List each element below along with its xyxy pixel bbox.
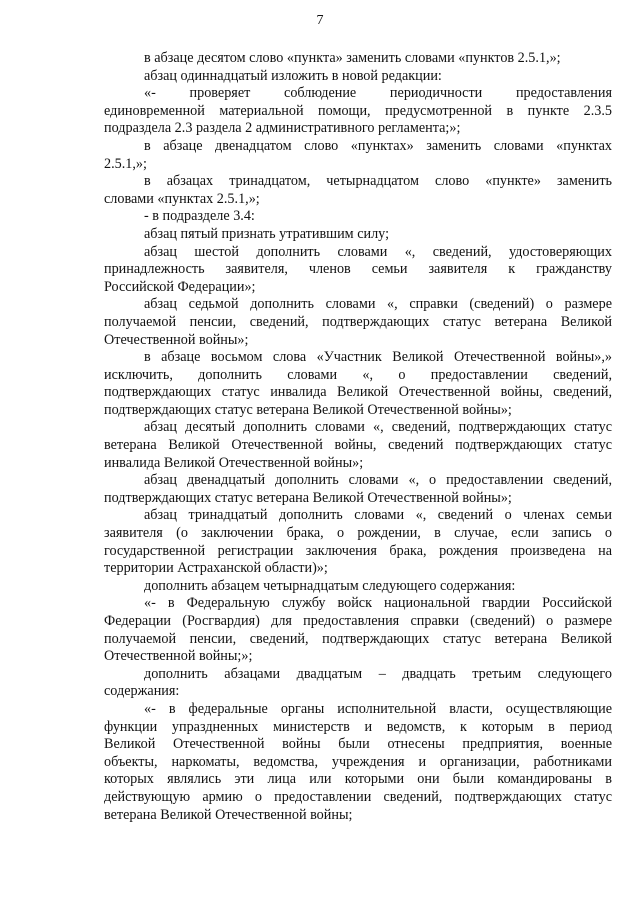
paragraph-line: Отечественной войны»; — [104, 331, 249, 348]
paragraph-line: функции упраздненных министерств и ведомств, к которым в период — [104, 718, 612, 735]
paragraph — [104, 472, 612, 507]
paragraph — [104, 138, 612, 173]
paragraph-line: ветерана Великой Отечественной войны, сведений подтверждающих статус — [104, 437, 612, 454]
page-number: 7 — [316, 13, 324, 28]
paragraph-line: дополнить абзацами двадцатым – двадцать третьим следующего — [144, 665, 612, 682]
paragraph — [104, 419, 612, 472]
paragraph-line: в абзаце восьмом слова «Участник Великой Отечественной войны»,» — [144, 349, 612, 366]
paragraph — [104, 666, 612, 701]
paragraph-line: словами «пунктах 2.5.1,»; — [104, 190, 260, 207]
paragraph-line: территории Астраханской области)»; — [104, 560, 328, 577]
paragraph-line: государственной регистрации заключения брака, рождения произведена на — [104, 542, 612, 559]
paragraph-line: принадлежность заявителя, членов семьи заявителя к гражданству — [104, 261, 612, 278]
paragraph — [104, 244, 612, 297]
paragraph — [104, 173, 612, 208]
paragraph-line: получаемой пенсии, сведений, подтверждающих статус ветерана Великой — [104, 313, 612, 330]
paragraph-line: Великой Отечественной войны были отнесены предприятия, военные — [104, 736, 612, 753]
paragraph — [104, 701, 612, 824]
paragraph-line: подтверждающих статус инвалида Великой Отечественной войны, сведений, — [104, 384, 612, 401]
paragraph-line: абзац одиннадцатый изложить в новой редакции: — [144, 67, 442, 84]
paragraph-line: Отечественной войны;»; — [104, 648, 253, 665]
paragraph-line: - в подразделе 3.4: — [144, 208, 255, 225]
paragraph — [104, 349, 612, 419]
paragraph — [104, 50, 612, 68]
paragraph-line: 2.5.1,»; — [104, 155, 147, 172]
paragraph-line: в абзацах тринадцатом, четырнадцатом слово «пункте» заменить — [144, 173, 612, 190]
paragraph-line: Федерации (Росгвардия) для предоставления справки (сведений) о размере — [104, 613, 612, 629]
paragraph-line: абзац шестой дополнить словами «, сведений, удостоверяющих — [144, 243, 612, 260]
paragraph-line: абзац десятый дополнить словами «, сведений, подтверждающих статус — [144, 419, 612, 436]
paragraph-line: заявителя (о заключении брака, о рождении, в случае, если запись о — [104, 525, 612, 542]
paragraph-line: инвалида Великой Отечественной войны»; — [104, 454, 364, 471]
paragraph-line: содержания: — [104, 683, 180, 700]
paragraph-line: действующую армию о предоставлении сведений, подтверждающих статус — [104, 788, 612, 805]
paragraph — [104, 296, 612, 349]
paragraph-line: подтверждающих статус ветерана Великой Отечественной войны»; — [104, 489, 512, 506]
paragraph — [104, 507, 612, 577]
paragraph-line: получаемой пенсии, сведений, подтверждающих статус ветерана Великой — [104, 630, 612, 647]
paragraph-line: подраздела 2.3 раздела 2 административного регламента;»; — [104, 120, 461, 137]
paragraph-line: «- в Федеральную службу войск национальной гвардии Российской — [144, 595, 612, 612]
paragraph-line: которых являлись эти лица или которыми они были командированы в — [104, 771, 612, 788]
paragraph-line: исключить, дополнить словами «, о предоставлении сведений, — [104, 366, 612, 383]
paragraph — [104, 85, 612, 138]
paragraph-line: в абзаце двенадцатом слово «пунктах» заменить словами «пунктах — [144, 137, 612, 154]
paragraph-line: ветерана Великой Отечественной войны; — [104, 806, 353, 823]
paragraph-line: дополнить абзацем четырнадцатым следующего содержания: — [144, 577, 516, 594]
paragraph-line: абзац седьмой дополнить словами «, справки (сведений) о размере — [144, 296, 612, 313]
paragraph-line: единовременной материальной помощи, предусмотренной в пункте 2.3.5 — [104, 102, 612, 119]
paragraph-line: «- проверяет соблюдение периодичности предоставления — [144, 85, 612, 102]
document-body — [104, 50, 612, 824]
paragraph-line: абзац тринадцатый дополнить словами «, сведений о членах семьи — [144, 507, 612, 524]
paragraph — [104, 68, 612, 86]
paragraph-line: в абзаце десятом слово «пункта» заменить словами «пунктов 2.5.1,»; — [144, 50, 561, 66]
paragraph-line: абзац пятый признать утратившим силу; — [144, 225, 390, 242]
paragraph-line: подтверждающих статус ветерана Великой Отечественной войны»; — [104, 401, 512, 418]
paragraph-line: «- в федеральные органы исполнительной власти, осуществляющие — [144, 700, 612, 717]
paragraph — [104, 578, 612, 596]
paragraph-line: объекты, наркоматы, ведомства, учреждения и организации, работниками — [104, 753, 612, 770]
paragraph-line: абзац двенадцатый дополнить словами «, о предоставлении сведений, — [144, 472, 612, 489]
paragraph-line: Российской Федерации»; — [104, 278, 256, 295]
paragraph — [104, 595, 612, 665]
paragraph — [104, 208, 612, 226]
paragraph — [104, 226, 612, 244]
